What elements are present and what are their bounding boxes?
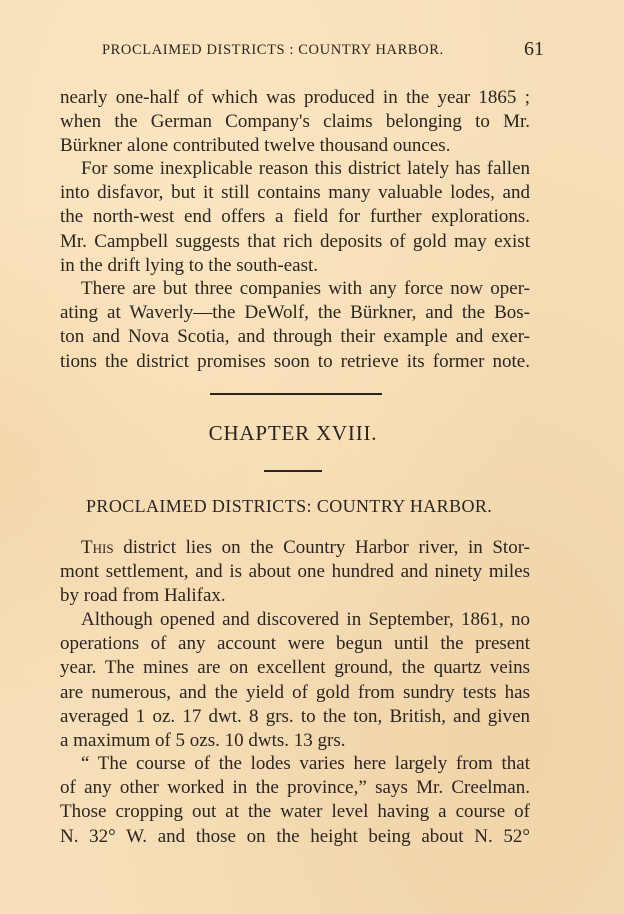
running-head-title: PROCLAIMED DISTRICTS : COUNTRY HARBOR. xyxy=(102,42,444,58)
text-line xyxy=(60,536,530,560)
text-line: Bürkner alone contributed twelve thousand ounces. xyxy=(60,135,451,157)
text-line: when the German Company's claims belonging to Mr. xyxy=(60,111,530,133)
text-line: year. The mines are on excellent ground, the quartz veins xyxy=(60,657,530,679)
text-line: of any other worked in the province,” says Mr. Creelman. xyxy=(60,777,530,799)
text-line: mont settlement, and is about one hundred and ninety miles xyxy=(60,561,530,583)
paragraph xyxy=(60,277,530,374)
text-line: ating at Waverly—the DeWolf, the Bürkner, and the Bos- xyxy=(60,302,530,324)
paragraph xyxy=(60,536,530,609)
paragraph xyxy=(60,157,530,278)
text-line: Although opened and discovered in September, 1861, no xyxy=(81,609,530,630)
text-line: N. 32° W. and those on the height being about N. 52° xyxy=(60,825,530,847)
paragraph xyxy=(60,86,530,159)
text-line: by road from Halifax. xyxy=(60,585,226,607)
paragraph xyxy=(60,608,530,753)
chapter-heading: CHAPTER XVIII. xyxy=(208,421,378,445)
text-line: ton and Nova Scotia, and through their example and exer- xyxy=(60,326,530,348)
paragraph xyxy=(60,752,530,849)
text-line: the north-west end offers a field for further explorations. xyxy=(60,206,530,228)
text-line: nearly one-half of which was produced in the year 1865 ; xyxy=(60,87,530,108)
text-line: a maximum of 5 ozs. 10 dwts. 13 grs. xyxy=(60,729,346,751)
text-line: Mr. Campbell suggests that rich deposits of gold may exist xyxy=(60,230,530,252)
text-line: in the drift lying to the south-east. xyxy=(60,254,319,276)
chapter-divider-rule xyxy=(264,470,322,472)
text-line: averaged 1 oz. 17 dwt. 8 grs. to the ton, British, and given xyxy=(60,705,530,727)
text-line: Those cropping out at the water level having a course of xyxy=(60,801,530,823)
page-number: 61 xyxy=(524,38,544,60)
text-line: are numerous, and the yield of gold from sundry tests has xyxy=(60,681,530,703)
text-line: There are but three companies with any force now oper- xyxy=(81,278,530,299)
text-line: “ The course of the lodes varies here largely from that xyxy=(81,753,530,774)
text-line: into disfavor, but it still contains many valuable lodes, and xyxy=(60,182,530,204)
section-title: PROCLAIMED DISTRICTS: COUNTRY HARBOR. xyxy=(86,496,493,516)
text-line: operations of any account were begun until the present xyxy=(60,633,530,655)
small-caps-opening-word: This xyxy=(81,537,114,558)
text-line: For some inexplicable reason this district lately has fallen xyxy=(81,158,530,179)
text-fragment: district lies on the Country Harbor river, in Stor- xyxy=(113,537,530,558)
text-line: tions the district promises soon to retrieve its former note. xyxy=(60,350,530,372)
section-divider-rule xyxy=(210,393,382,395)
running-head xyxy=(102,38,544,60)
